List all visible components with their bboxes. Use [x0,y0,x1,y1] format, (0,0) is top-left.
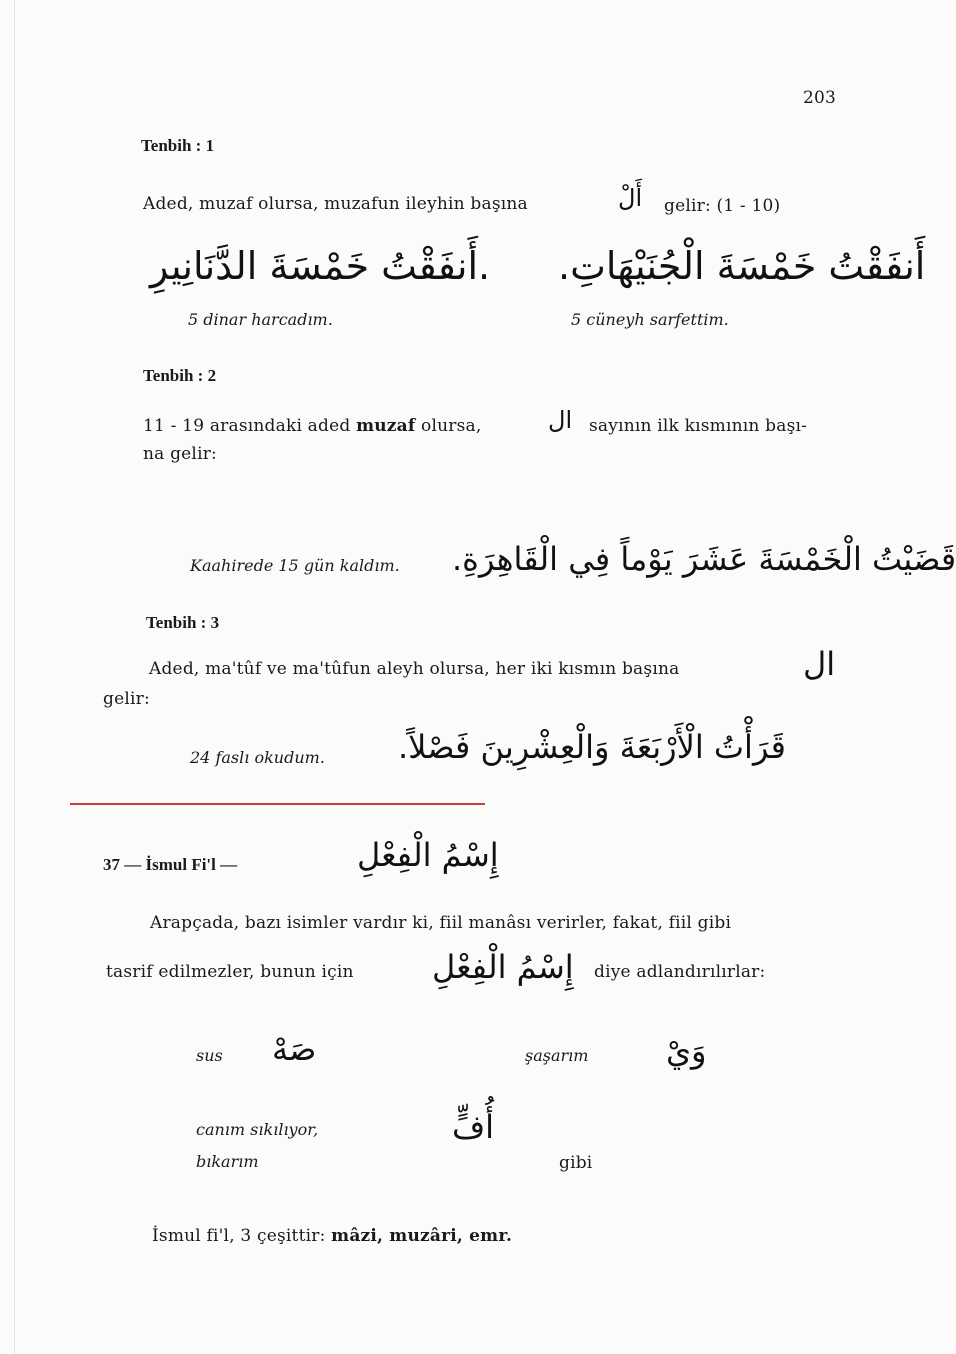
footer-text-bold: mâzi, muzâri, emr. [331,1226,513,1246]
example-arabic-sah: صَهْ [272,1030,317,1068]
tenbih-3-example-translation: 24 faslı okudum. [190,748,325,767]
example-meaning-sus: sus [196,1046,223,1065]
tenbih-3-example-arabic: قَرَأْتُ الْأَرْبَعَةَ وَالْعِشْرِينَ فَصْلاً. [398,728,786,766]
example-meaning-canim-line-2: bıkarım [196,1152,259,1171]
red-divider-rule [70,803,485,805]
tenbih-1-example-right-translation: 5 cüneyh sarfettim. [571,310,729,329]
tenbih-2-arabic-marker: ال [548,406,573,434]
tenbih-2-example-arabic: قَضَيْتُ الْخَمْسَةَ عَشَرَ يَوْماً فِي الْقَاهِرَةِ. [452,540,956,578]
section-37-para-line-1: Arapçada, bazı isimler vardır ki, fiil manâsı verirler, fakat, fiil gibi [150,913,732,933]
page-number: 203 [803,88,837,108]
tenbih-1-text-before: Aded, muzaf olursa, muzafun ileyhin başına [143,194,528,214]
gibi-text: gibi [559,1153,593,1173]
tenbih-1-heading: Tenbih : 1 [141,136,215,155]
tenbih-1-text-after: gelir: (1 - 10) [664,196,781,216]
section-37-para-line-2-arabic: إِسْمُ الْفِعْلِ [432,948,574,986]
tenbih-3-line-2: gelir: [103,689,150,709]
example-meaning-sasarim: şaşarım [525,1046,589,1065]
section-37-footer [152,1226,512,1246]
section-37-heading: 37 — İsmul Fi'l — [103,855,238,874]
section-37-para-line-2-before: tasrif edilmezler, bunun için [106,962,354,982]
tenbih-2-heading: Tenbih : 2 [143,366,217,385]
tenbih-2-line-1 [143,416,481,436]
footer-text-before: İsmul fi'l, 3 çeşittir: [152,1226,326,1246]
tenbih-3-arabic-marker: ال [803,645,836,683]
section-37-heading-arabic: إِسْمُ الْفِعْلِ [357,836,499,874]
tenbih-3-line-1: Aded, ma'tûf ve ma'tûfun aleyh olursa, her iki kısmın başına [149,659,680,679]
example-meaning-canim-line-1: canım sıkılıyor, [196,1120,319,1139]
tenbih-1-example-right-arabic: أَنفَقْتُ خَمْسَةَ الْجُنَيْهَاتِ. [558,244,926,288]
page-edge-shadow [14,0,15,1354]
tenbih-1-arabic-marker: أَلْ [618,184,643,212]
example-arabic-vey: وَيْ [666,1032,707,1070]
tenbih-2-text-part1: 11 - 19 arasındaki aded [143,416,351,436]
tenbih-2-text-bold: muzaf [356,416,416,436]
tenbih-3-heading: Tenbih : 3 [146,613,220,632]
tenbih-2-line-2: na gelir: [143,444,217,464]
tenbih-2-example-translation: Kaahirede 15 gün kaldım. [190,556,400,575]
tenbih-1-example-left-translation: 5 dinar harcadım. [188,310,333,329]
tenbih-1-example-left-arabic: .أَنفَقْتُ خَمْسَةَ الدَّنَانِيرِ [150,244,491,288]
example-arabic-uff: أُفٍّ [452,1108,495,1146]
tenbih-2-text-part3: sayının ilk kısmının başı- [589,416,808,436]
tenbih-2-text-part2: olursa, [421,416,482,436]
section-37-para-line-2-after: diye adlandırılırlar: [594,962,766,982]
